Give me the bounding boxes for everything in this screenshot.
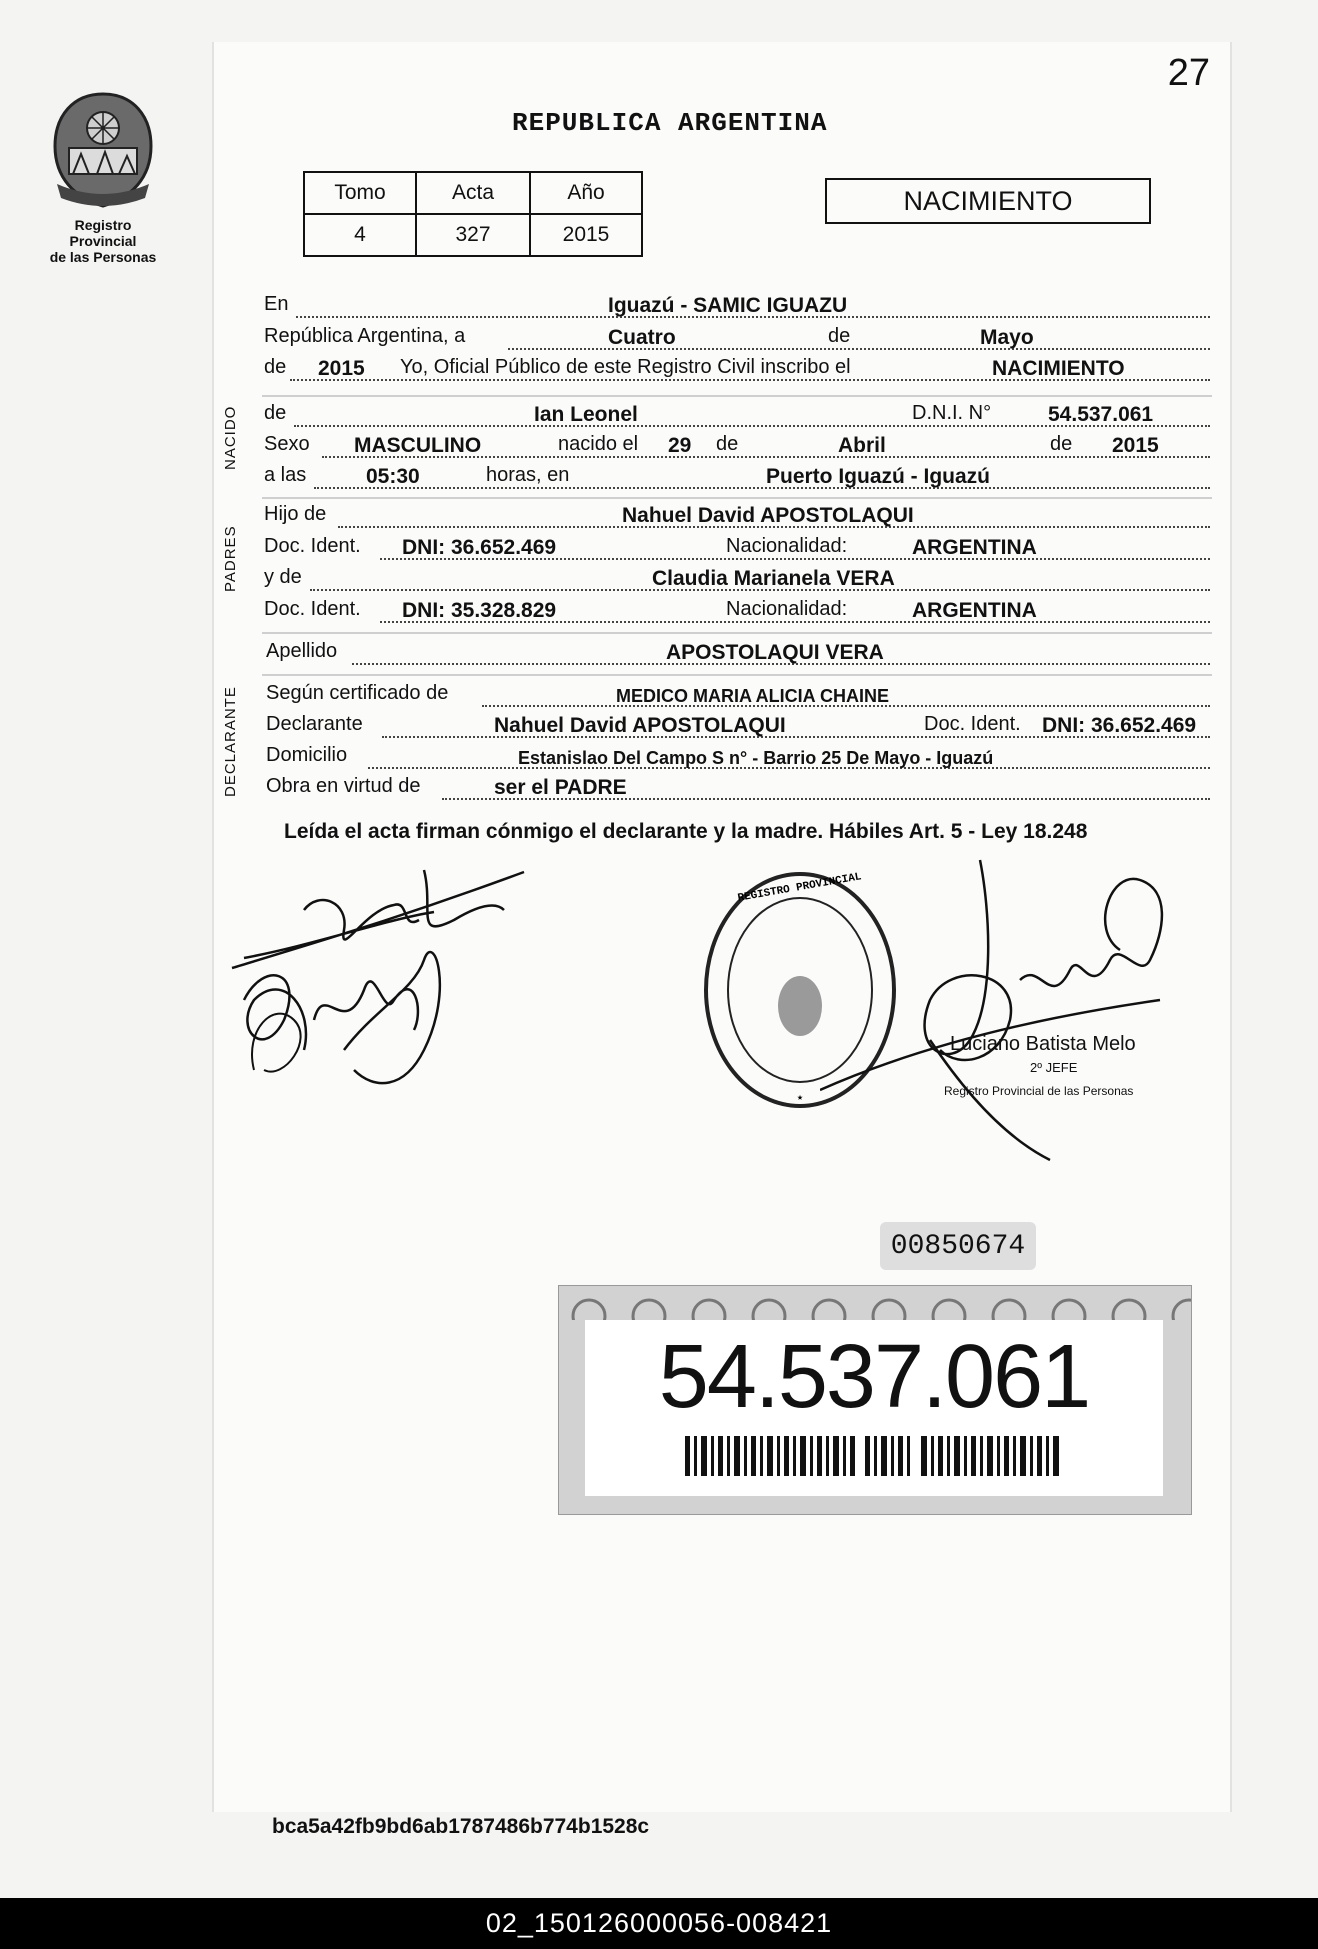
child-name: Ian Leonel — [534, 403, 638, 426]
sticker-dni: 54.537.061 — [658, 1327, 1090, 1427]
sticker-label — [585, 1320, 1163, 1496]
official-role: 2º JEFE — [1030, 1060, 1078, 1075]
mother-nat-label: Nacionalidad: — [722, 598, 851, 621]
birth-year-label: de — [1046, 433, 1076, 456]
country-label: República Argentina, a — [264, 325, 466, 347]
table-header-tomo: Tomo — [304, 172, 416, 214]
date-line — [264, 322, 1210, 354]
month-label: de — [828, 325, 851, 347]
document-type-box: NACIMIENTO — [825, 178, 1151, 224]
and-of-label: y de — [264, 566, 302, 588]
child-name-line — [264, 399, 1210, 431]
mother-line — [264, 563, 1210, 595]
page-number: 27 — [1167, 52, 1210, 94]
surname-line — [264, 637, 1210, 669]
certificate-line — [264, 679, 1210, 711]
sex-label: Sexo — [264, 433, 310, 455]
sex-birth-line — [264, 430, 1210, 462]
declarant-signature — [224, 850, 624, 1120]
declarant-doc: DNI: 36.652.469 — [1042, 714, 1197, 737]
registry-logo — [40, 88, 166, 265]
certificate-value: MEDICO MARIA ALICIA CHAINE — [616, 686, 889, 706]
barcode-icon — [685, 1436, 1065, 1476]
section-divider — [262, 674, 1212, 676]
place-label: En — [264, 293, 289, 315]
born-label: nacido el — [554, 433, 642, 456]
security-pattern-icon — [559, 1286, 1191, 1320]
address-label: Domicilio — [266, 744, 348, 766]
declarant-label: Declarante — [266, 713, 363, 735]
table-header-acta: Acta — [416, 172, 530, 214]
father-name: Nahuel David APOSTOLAQUI — [622, 504, 914, 527]
hours-label: horas, en — [482, 464, 573, 487]
father-nat-label: Nacionalidad: — [722, 535, 851, 558]
section-divider — [262, 497, 1212, 499]
time-label: a las — [264, 464, 307, 486]
footer-filename: 02_150126000056-008421 — [0, 1898, 1318, 1949]
reading-statement: Leída el acta firman cónmigo el declarante y la madre. Hábiles Art. 5 - Ley 18.248 — [284, 820, 1088, 843]
sex-value: MASCULINO — [354, 434, 482, 457]
father-doc: DNI: 36.652.469 — [402, 536, 557, 559]
table-cell-acta: 327 — [416, 214, 530, 256]
father-doc-line — [264, 532, 1210, 564]
mother-name: Claudia Marianela VERA — [652, 567, 895, 590]
certificate-label: Según certificado de — [266, 682, 449, 704]
mother-nationality: ARGENTINA — [912, 599, 1037, 622]
place-line — [264, 290, 1210, 322]
serial-number: 00850674 — [880, 1222, 1036, 1270]
section-label-nacido: NACIDO — [222, 405, 239, 470]
father-doc-label: Doc. Ident. — [264, 535, 361, 557]
year-label: de — [264, 356, 287, 378]
relation-value: ser el PADRE — [494, 776, 627, 799]
relation-line — [264, 772, 1210, 804]
declarant-doc-label: Doc. Ident. — [920, 713, 1025, 736]
relation-label: Obra en virtud de — [266, 775, 421, 797]
section-divider — [262, 395, 1212, 397]
birth-year: 2015 — [1112, 434, 1159, 457]
month-value: Mayo — [980, 326, 1034, 349]
official-name: Luciano Batista Melo — [950, 1033, 1136, 1055]
birth-month: Abril — [838, 434, 886, 457]
time-place-line — [264, 461, 1210, 493]
registry-name-line2: de las Personas — [49, 249, 157, 265]
declarant-line — [264, 710, 1210, 742]
father-nationality: ARGENTINA — [912, 536, 1037, 559]
surname-label: Apellido — [266, 640, 338, 662]
registry-name-line1: Registro Provincial — [69, 217, 137, 249]
year-value: 2015 — [318, 357, 365, 380]
official-office: Registro Provincial de las Personas — [944, 1084, 1134, 1098]
son-of-label: Hijo de — [264, 503, 327, 525]
birth-day: 29 — [668, 434, 692, 457]
mother-doc-label: Doc. Ident. — [264, 598, 361, 620]
day-value: Cuatro — [608, 326, 676, 349]
section-label-padres: PADRES — [222, 525, 239, 592]
dni-sticker — [558, 1285, 1192, 1515]
table-cell-ano: 2015 — [530, 214, 642, 256]
surname-value: APOSTOLAQUI VERA — [666, 641, 884, 664]
father-line — [264, 500, 1210, 532]
registration-line — [264, 353, 1210, 385]
address-value: Estanislao Del Campo S n° - Barrio 25 De Mayo - Iguazú — [518, 748, 994, 768]
mother-doc: DNI: 35.328.829 — [402, 599, 557, 622]
birth-de-label: de — [712, 433, 742, 456]
table-header-ano: Año — [530, 172, 642, 214]
official-signature — [820, 850, 1180, 1170]
declarant-name: Nahuel David APOSTOLAQUI — [494, 714, 786, 737]
child-dni: 54.537.061 — [1048, 403, 1154, 426]
section-divider — [262, 632, 1212, 634]
birth-place: Puerto Iguazú - Iguazú — [766, 465, 990, 488]
address-line — [264, 741, 1210, 773]
event-value: NACIMIENTO — [992, 357, 1125, 380]
section-label-declarante: DECLARANTE — [222, 686, 239, 797]
acta-reference-table — [303, 171, 643, 257]
svg-text:★: ★ — [796, 1093, 804, 1104]
child-de-label: de — [264, 402, 287, 424]
document-hash: bca5a42fb9bd6ab1787486b774b1528c — [272, 1815, 650, 1838]
place-value: Iguazú - SAMIC IGUAZU — [608, 294, 848, 317]
officer-label: Yo, Oficial Público de este Registro Civil inscribo el — [396, 356, 855, 379]
svg-text:REGISTRO PROVINCIAL: REGISTRO PROVINCIAL — [736, 871, 863, 905]
table-cell-tomo: 4 — [304, 214, 416, 256]
page-title: REPUBLICA ARGENTINA — [512, 108, 828, 138]
dni-label: D.N.I. N° — [908, 402, 995, 425]
misiones-seal-icon — [47, 88, 159, 212]
birth-time: 05:30 — [366, 465, 420, 488]
mother-doc-line — [264, 595, 1210, 627]
